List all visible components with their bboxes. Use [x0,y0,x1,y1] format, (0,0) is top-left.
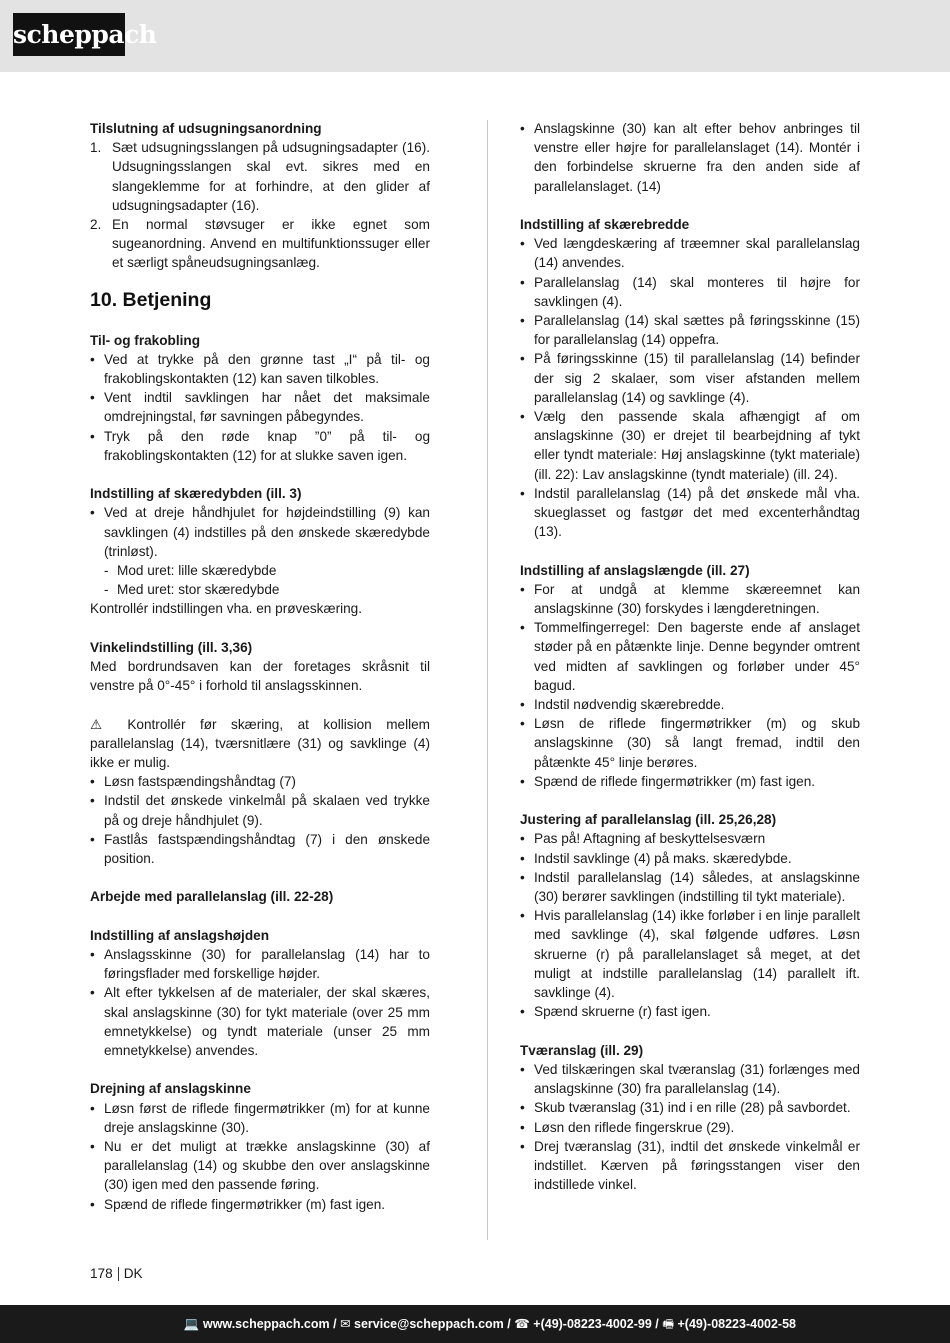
list-item: • Anslagskinne (30) kan alt efter behov anbringes til venstre eller højre for parallelanslaget (14). Montér i den forbindelse skruerne fra den anden side af parallelanslaget. (14) [520,121,860,194]
list-item: • Indstil nødvendig skærebredde. [520,697,725,713]
chapter-heading: 10. Betjening [90,288,212,311]
section-title: Til- og frakobling [90,332,201,348]
numbered-item: 2. En normal støvsuger er ikke egnet som sugeanordning. Anvend en multifunktionssuger eller et særligt spåneudsugningsanlæg. [90,217,430,271]
section-title: Tværanslag (ill. 29) [520,1042,644,1058]
column-divider [487,120,488,1240]
list-item: • Spænd de riflede fingermøtrikker (m) fast igen. [520,773,816,789]
list-item: • Indstil parallelanslag (14) således, at anslagskinne (30) berører savklingen (indstilling til tykt materiale). [520,869,860,905]
list-item: • Vent indtil savklingen har nået det maksimale omdrejningstal, før savningen påbegyndes. [90,390,430,425]
list-item: • Drej tværanslag (31), indtil det ønskede vinkelmål er indstillet. Kærven på føringsstangen viser den indstillede vinkel. [520,1138,860,1193]
header-bar [0,0,950,72]
contact-footer: 💻 www.scheppach.com / ✉ service@scheppach.com / ☎ +(49)-08223-4002-99 / 🖷 +(49)-08223-4002-58 [0,1305,950,1343]
list-item: • Hvis parallelanslag (14) ikke forløber i en linje parallelt med savklinge (4), skal følgende udføres. Løsn skruerne (r) på parallelanslaget så meget, at det muligt at indstille parallelanslag (14) parallelt ift. savklinge (4). [520,908,860,1001]
list-item: • Skub tværanslag (31) ind i en rille (28) på savbordet. [520,1100,851,1116]
list-item: • Parallelanslag (14) skal sættes på føringsskinne (15) for parallelanslag (14) oppefra. [520,313,860,348]
list-item: • Spænd skruerne (r) fast igen. [520,1004,711,1020]
right-column [520,119,860,1194]
fax-number: +(49)-08223-4002-58 [677,1317,796,1331]
list-item: • Ved tilskæringen skal tværanslag (31) forlænges med anslagskinne (30) fra parallelanslag (14). [520,1061,860,1097]
paragraph: Med bordrundsaven kan der foretages skråsnit til venstre på 0°-45° i forhold til anslagsskinnen. [90,659,430,694]
list-item: • For at undgå at klemme skæreemnet kan anslagskinne (30) forskydes i længderetningen. [520,581,860,617]
list-item: • Ved at trykke på den grønne tast „I“ på til- og frakoblingskontakten (12) kan saven tilkobles. [90,351,430,387]
list-item: • På føringsskinne (15) til parallelanslag (14) befinder der sig 2 skalaer, som viser afstanden mellem parallelanslag (14) og savklinge (4). [520,351,860,405]
list-item: • Løsn fastspændingshåndtag (7) [90,774,296,790]
list-item: • Vælg den passende skala afhængigt af om anslagskinne (30) er drejet til bearbejdning af tykt eller tyndt materiale: Høj anslagskinne (tykt materiale) (ill. 22): Lav anslagskinne (tyndt materiale) (ill. 24). [520,409,860,482]
mail-icon: ✉ [340,1317,351,1331]
list-item: • Spænd de riflede fingermøtrikker (m) fast igen. [90,1196,386,1212]
paragraph: Kontrollér indstillingen vha. en prøveskæring. [90,601,363,617]
warning-paragraph: ⚠ Kontrollér før skæring, at kollision mellem parallelanslag (14), tværsnitlære (31) og savklinge (4) ikke er mulig. [90,716,431,771]
list-item: • Indstil savklinge (4) på maks. skæredybde. [520,850,792,866]
section-title: Drejning af anslagskinne [90,1081,251,1097]
list-item: • Løsn først de riflede fingermøtrikker (m) for at kunne dreje anslagskinne (30). [90,1100,430,1135]
list-item: • Fastlås fastspændingshåndtag (7) i den ønskede position. [90,831,430,867]
list-item: • Pas på! Aftagning af beskyttelsesværn [520,831,766,847]
section-title: Justering af parallelanslag (ill. 25,26,28) [520,812,777,828]
list-item: • Løsn den riflede fingerskrue (29). [520,1119,735,1135]
scheppach-logo: scheppach [13,13,125,56]
section-title: Indstilling af anslagslængde (ill. 27) [520,562,750,578]
section-title: Indstilling af skærebredde [520,217,690,232]
page-number: 178 DK [90,1266,143,1281]
section-title: Indstilling af anslagshøjden [90,927,270,943]
section-title: Indstilling af skæredybden (ill. 3) [90,486,302,502]
warning-icon: ⚠ [90,716,113,732]
sub-item: - Med uret: stor skæredybde [104,582,280,598]
email-link[interactable]: service@scheppach.com [354,1317,504,1331]
numbered-item: 1. Sæt udsugningsslangen på udsugningsadapter (16). Udsugningsslangen skal evt. sikres med en slangeklemme for at forhindre, at den glider af udsugningsadapter (16). [90,140,430,213]
website-link[interactable]: www.scheppach.com [202,1317,330,1331]
left-column [90,119,430,1214]
list-item: • Løsn de riflede fingermøtrikker (m) og skub anslagskinne (30) så langt fremad, indtil den påtænkte 45° linje berøres. [520,716,860,770]
section-title: Arbejde med parallelanslag (ill. 22-28) [90,889,334,905]
list-item: • Indstil det ønskede vinkelmål på skalaen ved trykke på og dreje håndhjulet (9). [90,793,430,828]
computer-icon: 💻 [183,1317,200,1331]
phone-number: +(49)-08223-4002-99 [533,1317,652,1331]
list-item: • Nu er det muligt at trække anslagskinne (30) af parallelanslag (14) og skubbe den over anslagskinne (30) igen med den passende føring. [90,1139,430,1193]
list-item: • Indstil parallelanslag (14) på det ønskede mål vha. skueglasset og fastgør det med excenterhåndtag (13). [520,485,860,540]
section-title: Vinkelindstilling (ill. 3,36) [90,639,253,655]
list-item: • Parallelanslag (14) skal monteres til højre for savklingen (4). [520,274,860,309]
section-title: Tilslutning af udsugningsanordning [90,121,322,136]
list-item: • Anslagsskinne (30) for parallelanslag (14) har to føringsflader med forskellige højder. [90,947,430,982]
list-item: • Alt efter tykkelsen af de materialer, der skal skæres, skal anslagskinne (30) for tykt materiale (over 25 mm emnetykkelse) og tyndt materiale (unser 25 mm emnetykkelse) anvendes. [90,985,430,1059]
list-item: • Ved at dreje håndhjulet for højdeindstilling (9) kan savklingen (4) indstilles på den ønskede skæredybde (trinløst). [90,505,430,559]
list-item: • Tryk på den røde knap ”0” på til- og frakoblingskontakten (12) for at slukke saven igen. [90,428,430,463]
sub-item: - Mod uret: lille skæredybde [104,563,277,579]
list-item: • Ved længdeskæring af træemner skal parallelanslag (14) anvendes. [520,236,860,271]
phone-icon: ☎ [514,1317,530,1331]
fax-icon: 🖷 [662,1317,675,1331]
list-item: • Tommelfingerregel: Den bagerste ende af anslaget støder på en påtænkte linje. Denne begynder omtrent ved midten af savklingen og forløber under 45° bagud. [520,620,860,693]
